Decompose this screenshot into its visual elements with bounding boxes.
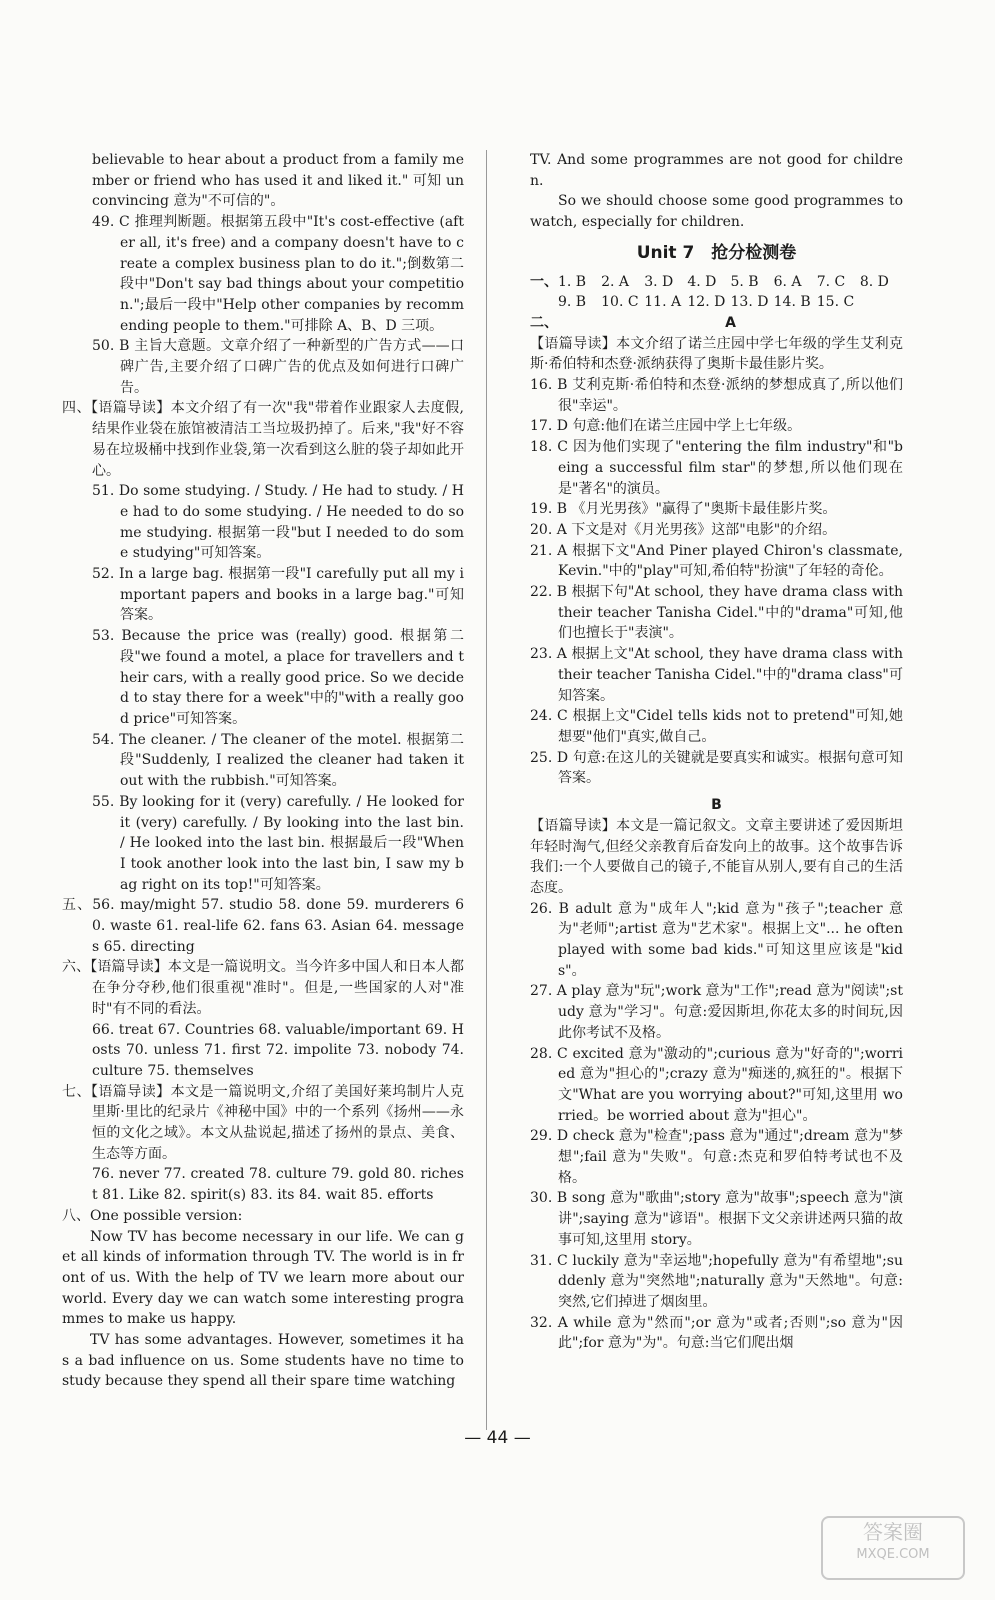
text-paragraph: 27. A play 意为"玩";work 意为"工作";read 意为"阅读";study 意为"学习"。句意:爱因斯坦,你花太多的时间玩,因此你考试不及格。 [530,983,903,1041]
text-paragraph: 16. B 艾利克斯·希伯特和杰登·派纳的梦想成真了,所以他们很"幸运"。 [530,377,903,414]
answer-item: 6. A [773,273,802,290]
text-paragraph: 【语篇导读】本文介绍了诺兰庄园中学七年级的学生艾利克斯·希伯特和杰登·派纳获得了奥斯卡最佳影片奖。 [530,335,903,373]
text-paragraph: 四、【语篇导读】本文介绍了有一次"我"带着作业跟家人去度假,结果作业袋在旅馆被清洁工当垃圾扔掉了。后来,"我"好不容易在垃圾桶中找到作业袋,第一次看到这么脏的袋子却如此开心。 [62,400,464,479]
answer-item: 2. A [601,273,630,290]
text-paragraph: 七、【语篇导读】本文是一篇说明文,介绍了美国好莱坞制片人克里斯·里比的纪录片《神秘中国》中的一个系列《扬州——永恒的文化之域》。本文从盐说起,描述了扬州的景点、美食、生态等方面。 [62,1083,464,1162]
answer-item: 14. B [773,294,811,311]
text-paragraph: So we should choose some good programmes to watch, especially for children. [530,193,903,231]
answer-item: 9. B [558,294,587,311]
text-paragraph: 25. D 句意:在这儿的关键就是要真实和诚实。根据句意可知答案。 [530,749,903,787]
passage-b-heading: B [711,797,722,814]
text-paragraph: 26. B adult 意为"成年人";kid 意为"孩子";teacher 意为"老师";artist 意为"艺术家"。根据上文"... he often played with some bad kids."可知这里应该是"kids"。 [530,900,903,979]
text-paragraph: 28. C excited 意为"激动的";curious 意为"好奇的";worried 意为"担心的";crazy 意为"痴迷的,疯狂的"。根据下文"What are you worrying about?"可知,这里用 worried。be worried about 意为"担心"。 [530,1045,903,1124]
text-paragraph: 51. Do some studying. / Study. / He had to study. / He had to do some studying. / He needed to do some studying. 根据第一段"but I needed to do some studying"可知答案。 [92,483,464,562]
text-paragraph: 66. treat 67. Countries 68. valuable/important 69. Hosts 70. unless 71. first 72. impolite 73. nobody 74. culture 75. themselves [92,1021,464,1079]
text-paragraph: 54. The cleaner. / The cleaner of the motel. 根据第二段"Suddenly, I realized the cleaner had taken it out with the rubbish."可知答案。 [92,731,464,790]
section-two-label: 二、 [530,314,558,331]
text-paragraph: 32. A while 意为"然而";or 意为"或者;否则";so 意为"因此";for 意为"为"。句意:当它们爬出烟 [530,1314,903,1352]
text-paragraph: 八、One possible version: [62,1207,243,1224]
text-paragraph: 24. C 根据上文"Cidel tells kids not to pretend"可知,她想要"他们"真实,做自己。 [530,708,903,745]
text-paragraph: 19. B 《月光男孩》"赢得了"奥斯卡最佳影片奖。 [530,501,837,518]
text-paragraph: 31. C luckily 意为"幸运地";hopefully 意为"有希望地";suddenly 意为"突然地";naturally 意为"天然地"。句意:突然,它们掉进了烟囱里。 [530,1252,903,1310]
text-paragraph: 22. B 根据下句"At school, they have drama class with their teacher Tanisha Cidel."中的"drama"可知,他们也擅长于"表演"。 [530,584,903,642]
text-paragraph: believable to hear about a product from a family member or friend who has used it and liked it." 可知 unconvincing 意为"不可信的"。 [92,152,464,210]
text-paragraph: 52. In a large bag. 根据第一段"I carefully put all my important papers and books in a large bag."可知答案。 [92,566,464,624]
text-paragraph: 55. By looking for it (very) carefully. / He looked for it (very) carefully. / By looking into the last bin. / He looked into the last bin. 根据最后一段"When I took another look into the last bin, I saw my bag right on its top!"可知答案。 [92,793,464,893]
section-one-answers [558,272,903,313]
answer-item: 8. D [859,273,889,290]
answer-item: 10. C [601,294,639,311]
watermark-url: MXQE.COM [856,1547,930,1562]
text-paragraph: 49. C 推理判断题。根据第五段中"It's cost-effective (after all, it's free) and a company doesn't have to create a complex business plan to do it.";倒数第二段中"Don't say bad things about your competition.";最后一段中"Help other companies by recommending people to them."可排除 A、B、D 三项。 [92,214,464,334]
text-paragraph: 【语篇导读】本文是一篇记叙文。文章主要讲述了爱因斯坦年轻时淘气,但经父亲教育后奋发向上的故事。这个故事告诉我们:一个人要做自己的镜子,不能盲从别人,要有自己的生活态度。 [530,817,903,896]
answer-item: 12. D [687,294,726,311]
column-divider [486,150,487,1430]
answer-item: 15. C [816,294,855,311]
left-column [62,150,464,1392]
watermark-logo [821,1516,965,1580]
answer-item: 3. D [644,273,674,290]
watermark-text: 答案圈 [863,1520,923,1544]
text-paragraph: 21. A 根据下文"And Piner played Chiron's classmate, Kevin."中的"play"可知,希伯特"扮演"了年轻的奇伦。 [530,542,903,580]
text-paragraph: 30. B song 意为"歌曲";story 意为"故事";speech 意为"演讲";saying 意为"谚语"。根据下文父亲讲述两只猫的故事可知,这里用 story。 [530,1190,903,1248]
right-column [530,150,903,1354]
text-paragraph: TV has some advantages. However, sometimes it has a bad influence on us. Some students have no time to study because they spend all their spare time watching [62,1332,464,1390]
unit-title: Unit 7 抢分检测卷 [636,242,797,263]
text-paragraph: 六、【语篇导读】本文是一篇说明文。当今许多中国人和日本人都在争分夺秒,他们很重视"准时"。但是,一些国家的人对"准时"有不同的看法。 [62,959,464,1017]
text-paragraph: 五、56. may/might 57. studio 58. done 59. murderers 60. waste 61. real-life 62. fans 63. Asian 64. messages 65. directing [62,897,464,955]
passage-a-heading: A [725,314,736,331]
answer-item: 7. C [816,273,846,290]
text-paragraph: TV. And some programmes are not good for children. [530,152,903,189]
text-paragraph: 29. D check 意为"检查";pass 意为"通过";dream 意为"梦想";fail 意为"失败"。句意:杰克和罗伯特考试也不及格。 [530,1128,903,1186]
text-paragraph: 20. A 下文是对《月光男孩》这部"电影"的介绍。 [530,521,837,538]
text-paragraph: Now TV has become necessary in our life. We can get all kinds of information through TV. The world is in front of us. With the help of TV we learn more about our world. Every day we can watch some interesting programmes to make us happy. [62,1228,464,1328]
answer-item: 11. A [644,294,682,311]
page-number: — 44 — [464,1428,531,1448]
answer-item: 1. B [558,273,587,290]
text-paragraph: 50. B 主旨大意题。文章介绍了一种新型的广告方式——口碑广告,主要介绍了口碑广告的优点及如何进行口碑广告。 [92,338,464,396]
section-one [530,272,903,313]
section-one-label: 一、 [530,273,558,290]
answer-item: 13. D [730,294,769,311]
text-paragraph: 17. D 句意:他们在诺兰庄园中学上七年级。 [530,418,802,435]
text-paragraph: 18. C 因为他们实现了"entering the film industry"和"being a successful film star"的梦想,所以他们现在是"著名"的演员。 [530,439,903,497]
answer-item: 5. B [730,273,759,290]
answer-item: 4. D [687,273,717,290]
text-paragraph: 76. never 77. created 78. culture 79. gold 80. richest 81. Like 82. spirit(s) 83. its 84. wait 85. efforts [92,1166,464,1204]
text-paragraph: 23. A 根据上文"At school, they have drama class with their teacher Tanisha Cidel."中的"drama class"可知答案。 [530,646,903,704]
text-paragraph: 53. Because the price was (really) good. 根据第二段"we found a motel, a place for travellers and their cars, with a really good price. So we decided to stay there for a week"中的"with a really good price"可知答案。 [92,628,464,727]
